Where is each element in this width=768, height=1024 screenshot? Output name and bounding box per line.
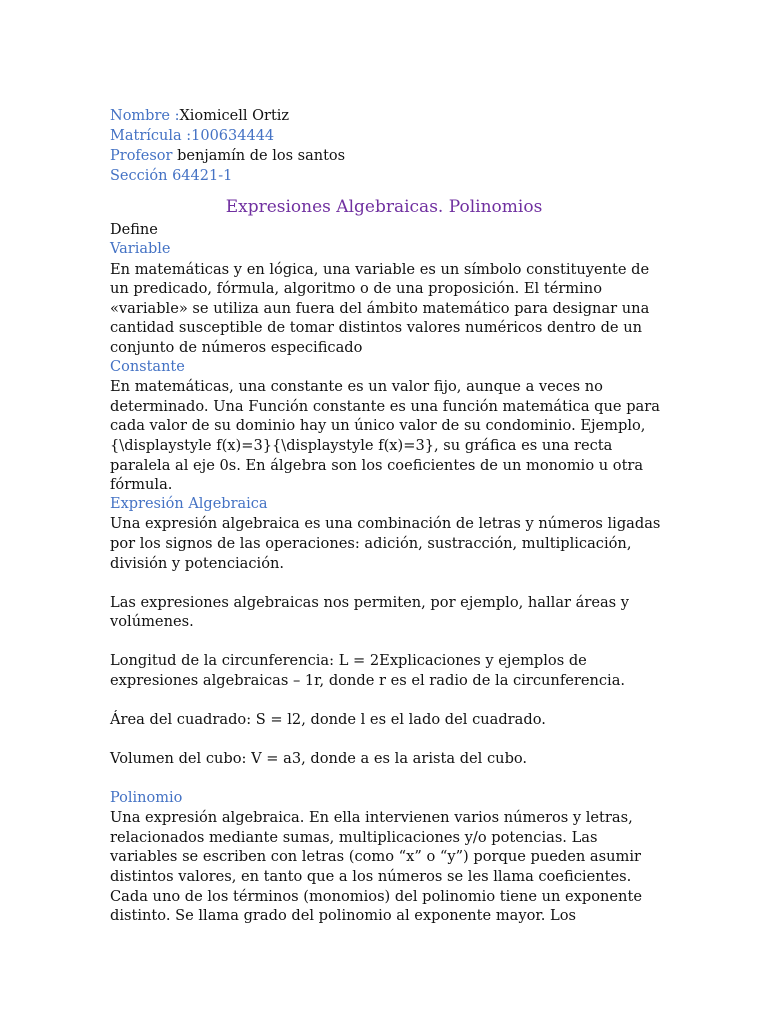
text-line: división y potenciación. [110,554,285,572]
paragraph-gap [110,730,658,750]
heading-expresion-algebraica: Expresión Algebraica [110,495,268,512]
text-line: Una expresión algebraica es una combinación de letras y números ligadas [110,515,661,533]
text-line: cada valor de su dominio hay un único valor de su condominio. Ejemplo, [110,417,646,435]
student-name-line [110,106,658,126]
text-line: cantidad susceptible de tomar distintos valores numéricos dentro de un [110,319,643,337]
text-line: En matemáticas, una constante es un valor fijo, aunque a veces no [110,378,603,396]
seccion-label: Sección 64421-1 [110,168,233,184]
text-line: Cada uno de los términos (monomios) del polinomio tiene un exponente [110,887,642,905]
expresion-paragraph-cubo [110,749,658,769]
text-line: distintos valores, en tanto que a los números se les llama coeficientes. [110,868,632,885]
matricula-label: Matrícula :100634444 [110,128,275,144]
profesor-label: Profesor [110,148,173,164]
expresion-paragraph-cuadrado [110,710,658,730]
text-line: fórmula. [110,476,173,494]
text-line: Volumen del cubo: V = a3, donde a es la arista del cubo. [110,750,528,768]
expresion-paragraph-circunferencia [110,651,658,690]
heading-variable: Variable [110,241,171,257]
profesor-line [110,146,658,166]
profesor-value: benjamín de los santos [172,148,346,164]
text-line: Una expresión algebraica. En ella intervienen varios números y letras, [110,809,633,827]
paragraph-gap [110,769,658,789]
document-page [110,106,661,926]
name-value: Xiomicell Ortiz [179,108,290,124]
text-line: determinado. Una Función constante es una función matemática que para [110,397,660,415]
expresion-paragraph [110,514,661,573]
seccion-line [110,166,658,186]
expresion-paragraph-areas [110,593,658,632]
text-line: un predicado, fórmula, algoritmo o de una proposición. El término [110,280,602,298]
polinomio-paragraph [110,808,658,926]
text-line: volúmenes. [110,613,194,631]
define-label: Define [110,222,158,238]
name-label: Nombre : [110,108,180,124]
text-line: variables se escriben con letras (como “x” o “y”) porque pueden asumir [110,848,641,866]
paragraph-gap [110,632,658,652]
text-line: «variable» se utiliza aun fuera del ámbito matemático para designar una [110,299,650,317]
heading-constante: Constante [110,358,185,375]
text-line: por los signos de las operaciones: adición, sustracción, multiplicación, [110,534,632,552]
text-line: relacionados mediante sumas, multiplicaciones y/o potencias. Las [110,828,598,846]
text-line: distinto. Se llama grado del polinomio al exponente mayor. Los [110,907,577,925]
text-line: paralela al eje 0s. En álgebra son los coeficientes de un monomio u otra [110,456,644,474]
text-line: Área del cuadrado: S = l2, donde l es el lado del cuadrado. [110,711,546,729]
matricula-line [110,126,658,146]
paragraph-gap [110,691,658,711]
text-line: En matemáticas y en lógica, una variable es un símbolo constituyente de [110,260,650,278]
text-line: {\displaystyle f(x)=3}{\displaystyle f(x)=3}, su gráfica es una recta [110,436,613,454]
heading-polinomio: Polinomio [110,789,183,806]
paragraph-gap [110,573,658,593]
variable-paragraph [110,260,658,358]
text-line: Longitud de la circunferencia: L = 2Explicaciones y ejemplos de [110,652,587,670]
text-line: expresiones algebraicas – 1r, donde r es el radio de la circunferencia. [110,672,626,690]
constante-paragraph [110,377,658,495]
text-line: conjunto de números especificado [110,338,363,356]
document-title: Expresiones Algebraicas. Polinomios [225,197,543,217]
text-line: Las expresiones algebraicas nos permiten, por ejemplo, hallar áreas y [110,593,630,611]
